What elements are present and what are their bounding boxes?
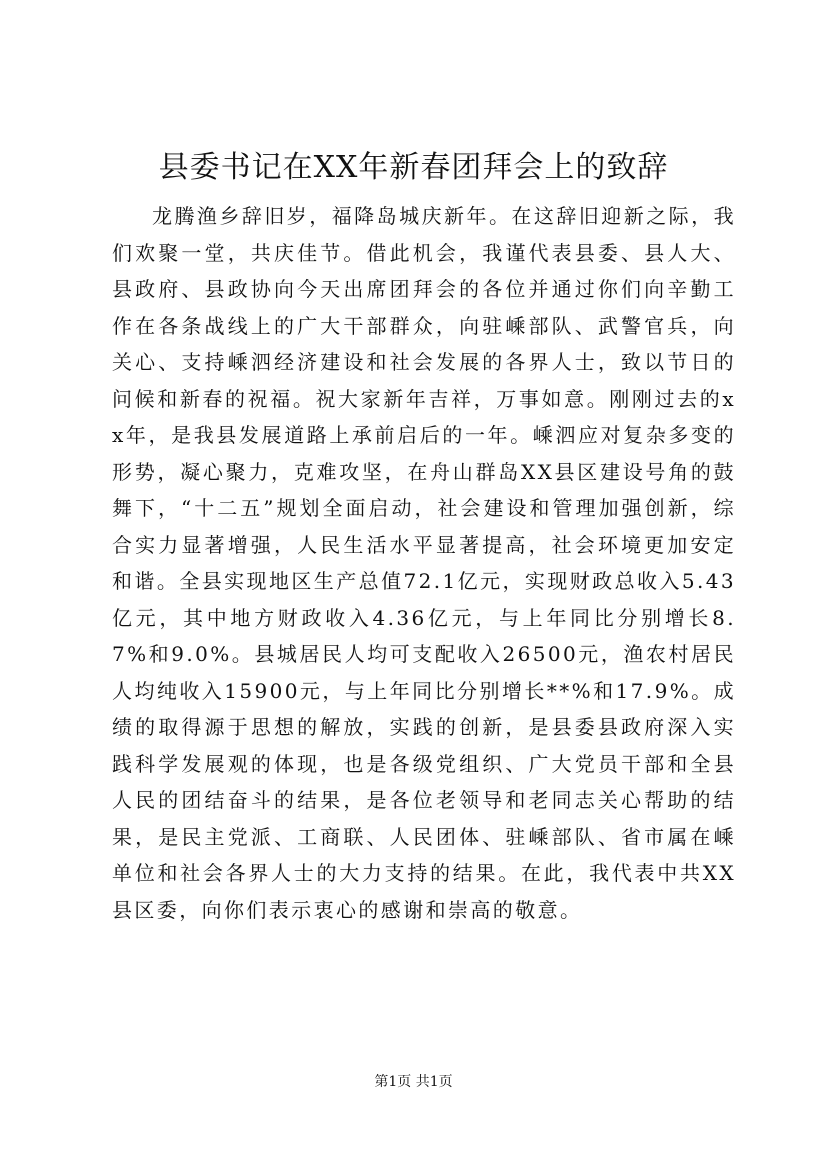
page-footer: [0, 1072, 827, 1092]
document-title: 县委书记在XX年新春团拜会上的致辞: [158, 150, 669, 185]
page-number: 第1页 共1页: [374, 1074, 453, 1090]
document-body: 龙腾渔乡辞旧岁，福降岛城庆新年。在这辞旧迎新之际，我们欢聚一堂，共庆佳节。借此机会，我谨代表县委、县人大、县政府、县政协向今天出席团拜会的各位并通过你们向辛勤工作在各条战线上的广大干部群众，向驻嵊部队、武警官兵，向关心、支持嵊泗经济建设和社会发展的各界人士，致以节日的问候和新春的祝福。祝大家新年吉祥，万事如意。刚刚过去的xx年，是我县发展道路上承前启后的一年。嵊泗应对复杂多变的形势，凝心聚力，克难攻坚，在舟山群岛XX县区建设号角的鼓舞下，“十二五”规划全面启动，社会建设和管理加强创新，综合实力显著增强，人民生活水平显著提高，社会环境更加安定和谐。全县实现地区生产总值72.1亿元，实现财政总收入5.43亿元，其中地方财政收入4.36亿元，与上年同比分别增长8.7%和9.0%。县城居民人均可支配收入26500元，渔农村居民人均纯收入15900元，与上年同比分别增长**%和17.9%。成绩的取得源于思想的解放，实践的创新，是县委县政府深入实践科学发展观的体现，也是各级党组织、广大党员干部和全县人民的团结奋斗的结果，是各位老领导和老同志关心帮助的结果，是民主党派、工商联、人民团体、驻嵊部队、省市属在嵊单位和社会各界人士的大力支持的结果。在此，我代表中共XX县区委，向你们表示衷心的感谢和崇高的敬意。: [112, 204, 736, 922]
